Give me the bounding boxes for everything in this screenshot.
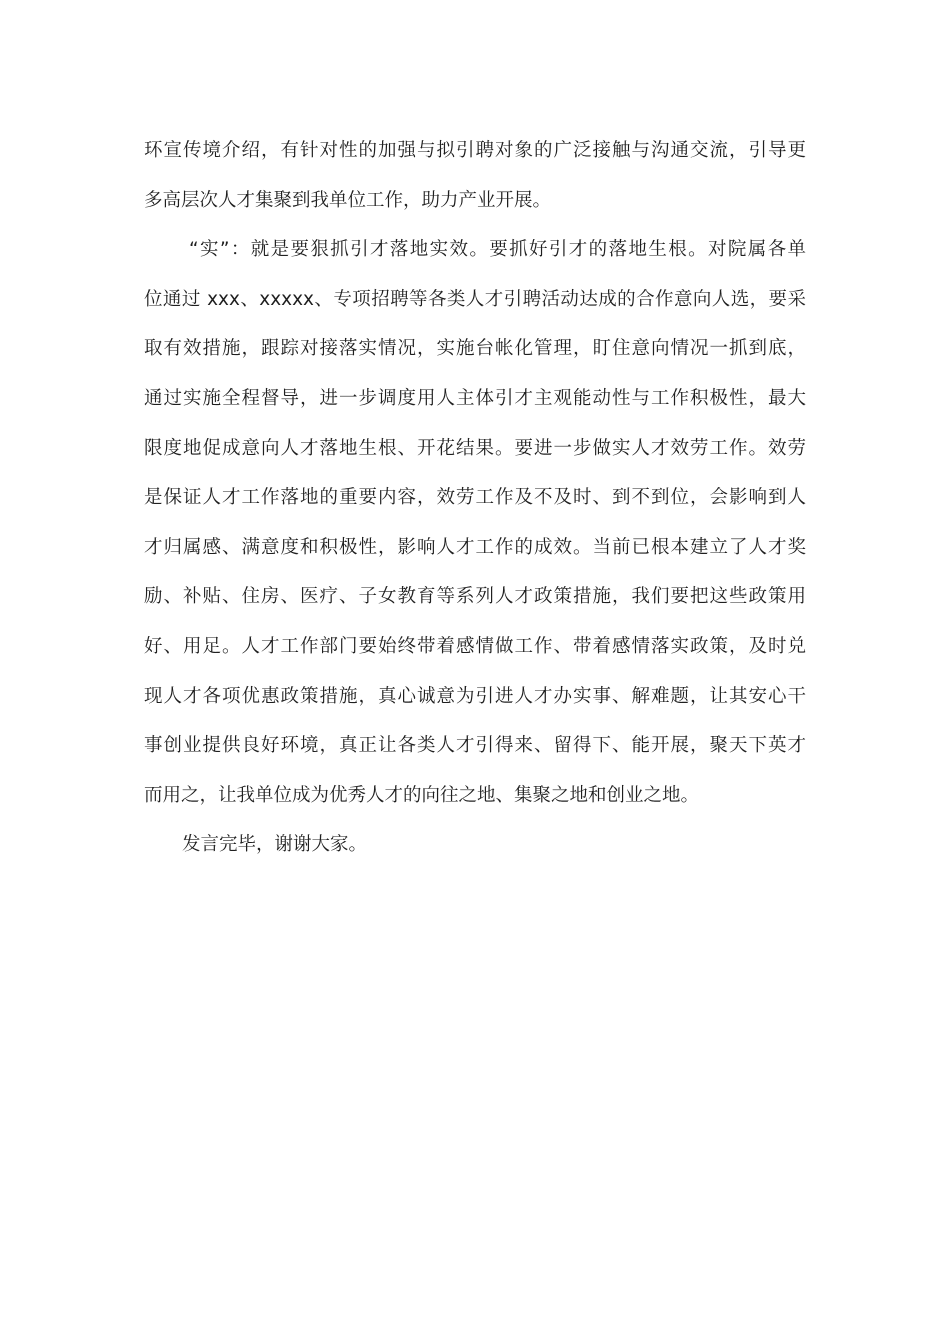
paragraph-line: 励、补贴、住房、医疗、子女教育等系列人才政策措施，我们要把这些政策用 <box>144 586 806 608</box>
paragraph-line: 事创业提供良好环境，真正让各类人才引得来、留得下、能开展，聚天下英才 <box>144 735 806 757</box>
paragraph-line: “实”：就是要狠抓引才落地实效。要抓好引才的落地生根。对院属各单 <box>189 239 806 261</box>
paragraph-line: 多高层次人才集聚到我单位工作，助力产业开展。 <box>144 189 552 211</box>
paragraph-line: 取有效措施，跟踪对接落实情况，实施台帐化管理，盯住意向情况一抓到底， <box>144 338 806 360</box>
paragraph-line: 位通过 xxx、xxxxx、专项招聘等各类人才引聘活动达成的合作意向人选，要采 <box>144 288 806 310</box>
paragraph-line: 限度地促成意向人才落地生根、开花结果。要进一步做实人才效劳工作。效劳 <box>144 437 806 459</box>
paragraph-line: 而用之，让我单位成为优秀人才的向往之地、集聚之地和创业之地。 <box>144 784 700 806</box>
paragraph-line: 环宣传境介绍，有针对性的加强与拟引聘对象的广泛接触与沟通交流，引导更 <box>144 140 806 161</box>
paragraph-line: 才归属感、满意度和积极性，影响人才工作的成效。当前已根本建立了人才奖 <box>144 536 806 558</box>
paragraph-line: 现人才各项优惠政策措施，真心诚意为引进人才办实事、解难题，让其安心干 <box>144 685 806 707</box>
closing-line: 发言完毕，谢谢大家。 <box>182 834 368 856</box>
paragraph-line: 是保证人才工作落地的重要内容，效劳工作及不及时、到不到位，会影响到人 <box>144 487 806 509</box>
document-body <box>144 126 806 870</box>
paragraph-line: 通过实施全程督导，进一步调度用人主体引才主观能动性与工作积极性，最大 <box>144 387 806 409</box>
paragraph-line: 好、用足。人才工作部门要始终带着感情做工作、带着感情落实政策，及时兑 <box>144 635 806 657</box>
